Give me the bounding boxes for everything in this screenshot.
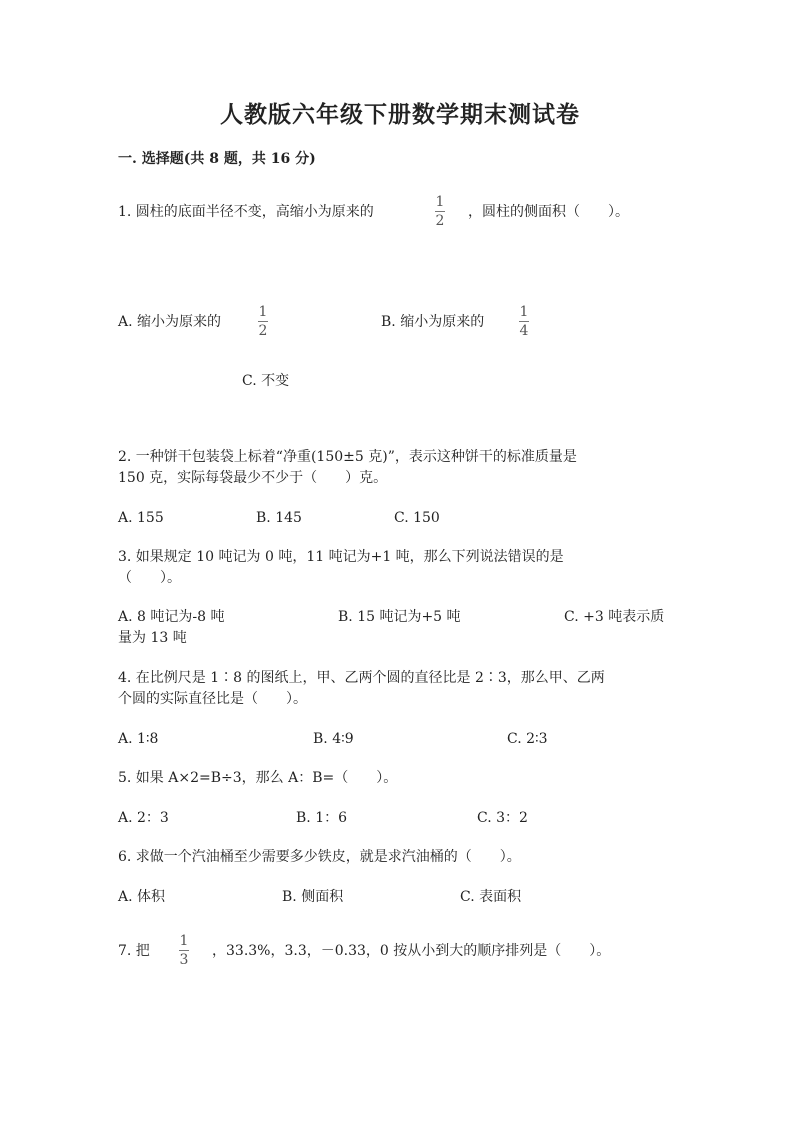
q2-line-2: 150 克，实际每袋最少不少于（ ）克。 xyxy=(118,470,388,486)
q5-option-a: A. 2：3 xyxy=(118,810,169,826)
q1-optb-num: 1 xyxy=(519,304,529,320)
q4-option-a: A. 1∶8 xyxy=(118,731,159,747)
q1-opta-num: 1 xyxy=(258,304,268,320)
q7-fraction xyxy=(177,933,191,968)
q4-option-b: B. 4∶9 xyxy=(313,731,354,747)
page-title: 人教版六年级下册数学期末测试卷 xyxy=(220,101,580,128)
q1-fraction xyxy=(433,194,447,229)
q2-line-1: 2. 一种饼干包装袋上标着“净重(150±5 克)”，表示这种饼干的标准质量是 xyxy=(118,449,577,465)
q6-option-a: A. 体积 xyxy=(118,889,166,905)
q3-option-c: C. +3 吨表示质 xyxy=(564,609,665,625)
q1-frac-bar xyxy=(435,211,445,212)
q7-frac-num: 1 xyxy=(179,933,189,949)
q1-option-a: A. 缩小为原来的 xyxy=(118,314,222,330)
q5-line-1: 5. 如果 A×2=B÷3，那么 A：B=（ ）。 xyxy=(118,770,398,786)
q7-text-before: 7. 把 xyxy=(118,943,150,959)
q6-option-b: B. 侧面积 xyxy=(282,889,344,905)
q3-line-1: 3. 如果规定 10 吨记为 0 吨，11 吨记为+1 吨，那么下列说法错误的是 xyxy=(118,549,564,565)
q3-option-a: A. 8 吨记为-8 吨 xyxy=(118,609,225,625)
q1-text-after: ，圆柱的侧面积（ ）。 xyxy=(468,204,629,220)
q1-optb-den: 4 xyxy=(519,323,529,339)
q1-opta-den: 2 xyxy=(258,323,268,339)
q1-frac-den: 2 xyxy=(435,213,445,229)
q1-text-before: 1. 圆柱的底面半径不变，高缩小为原来的 xyxy=(118,204,374,220)
q3-option-b: B. 15 吨记为+5 吨 xyxy=(338,609,461,625)
q1-frac-num: 1 xyxy=(435,194,445,210)
q1-option-a-fraction xyxy=(256,304,270,339)
q3-option-c-continued: 量为 13 吨 xyxy=(118,630,187,646)
q6-line-1: 6. 求做一个汽油桶至少需要多少铁皮，就是求汽油桶的（ ）。 xyxy=(118,849,521,865)
q2-option-c: C. 150 xyxy=(394,510,440,526)
q7-frac-den: 3 xyxy=(179,952,189,968)
q1-optb-bar xyxy=(519,321,529,322)
q5-option-c: C. 3：2 xyxy=(477,810,528,826)
section-heading: 一. 选择题(共 8 题，共 16 分) xyxy=(118,151,316,167)
q2-option-a: A. 155 xyxy=(118,510,164,526)
q7-frac-bar xyxy=(179,950,189,951)
q5-option-b: B. 1：6 xyxy=(296,810,348,826)
q1-option-c: C. 不变 xyxy=(242,373,290,389)
q4-line-1: 4. 在比例尺是 1∶8 的图纸上，甲、乙两个圆的直径比是 2∶3，那么甲、乙两 xyxy=(118,670,605,686)
q3-line-2: （ ）。 xyxy=(118,570,181,586)
q1-option-b: B. 缩小为原来的 xyxy=(381,314,485,330)
q1-opta-bar xyxy=(258,321,268,322)
q1-option-b-fraction xyxy=(517,304,531,339)
q2-option-b: B. 145 xyxy=(256,510,302,526)
q4-option-c: C. 2∶3 xyxy=(507,731,548,747)
q4-line-2: 个圆的实际直径比是（ ）。 xyxy=(118,691,307,707)
q6-option-c: C. 表面积 xyxy=(460,889,522,905)
q7-text-after: ，33.3%，3.3，－0.33，0 按从小到大的顺序排列是（ ）。 xyxy=(212,943,611,959)
